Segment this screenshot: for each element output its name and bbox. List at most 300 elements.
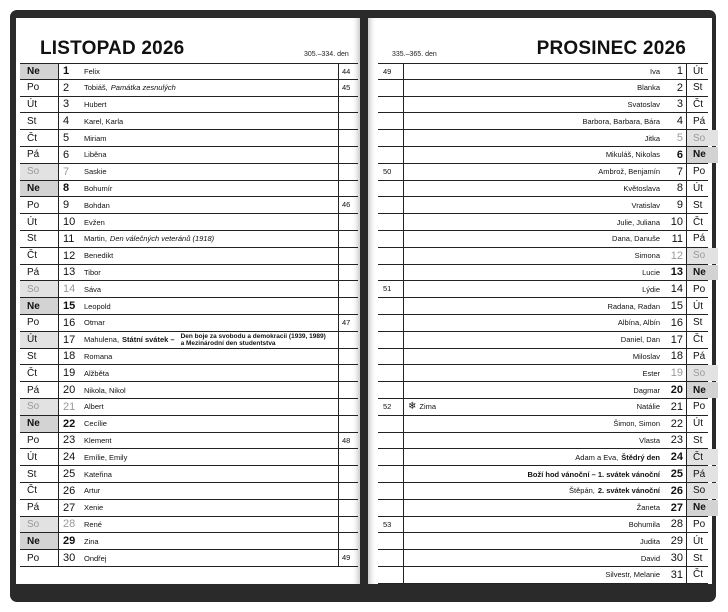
day-row (378, 147, 708, 164)
day-number: 12 (670, 249, 683, 262)
nameday-text (84, 80, 350, 96)
nameday-text (84, 231, 350, 247)
season-marker (408, 401, 436, 412)
week-number (378, 214, 404, 230)
week-number (378, 231, 404, 247)
week-number (378, 533, 404, 549)
nameday-text (404, 265, 666, 281)
week-number (338, 365, 358, 381)
week-number (338, 466, 358, 482)
name-text: Iva (649, 66, 660, 76)
name-text: Albína, Albín (617, 318, 660, 328)
name-text: Jitka (644, 133, 660, 143)
day-number: 4 (63, 115, 70, 128)
name-text: Benedikt (84, 251, 114, 261)
week-number (378, 113, 404, 129)
snowflake-icon: ❄ (408, 401, 417, 413)
week-number (378, 181, 404, 197)
weekday-label: Út (686, 64, 718, 79)
weekday-label: Ne (686, 500, 718, 516)
week-number (378, 483, 404, 499)
day-row (378, 433, 708, 450)
day-row (378, 533, 708, 550)
name-text: Daniel, Dan (620, 335, 660, 345)
day-row (20, 349, 358, 366)
day-number: 22 (63, 417, 76, 430)
nameday-text (404, 97, 666, 113)
name-text: Natálie (636, 402, 660, 412)
day-row (378, 80, 708, 97)
week-number (338, 298, 358, 314)
weekday-label: Út (686, 416, 718, 432)
day-row (378, 550, 708, 567)
name-text: Julie, Juliana (616, 217, 660, 227)
week-number (378, 416, 404, 432)
weekday-label: Ne (20, 533, 59, 549)
nameday-text (84, 483, 350, 499)
day-row (378, 197, 708, 214)
name-text: Lýdie (642, 284, 660, 294)
name-text: Kateřina (84, 469, 112, 479)
weekday-label: Pá (686, 113, 718, 129)
name-text: Klement (84, 435, 112, 445)
weekday-label: Po (20, 433, 59, 449)
nameday-text (404, 147, 666, 163)
name-text: Alžběta (84, 368, 110, 378)
name-text: Simona (634, 251, 660, 261)
nameday-text (404, 567, 666, 583)
nameday-text (404, 332, 666, 348)
name-text: Bohdan (84, 200, 110, 210)
week-number (338, 248, 358, 264)
day-row (20, 231, 358, 248)
month-title: PROSINEC 2026 (536, 38, 686, 59)
week-number: 53 (378, 517, 404, 533)
name-text: David (640, 553, 660, 563)
week-number (338, 483, 358, 499)
day-row (20, 517, 358, 534)
day-row (378, 181, 708, 198)
day-number: 21 (670, 400, 683, 413)
weekday-label: Čt (20, 248, 59, 264)
name-text: Artur (84, 486, 101, 496)
day-number: 24 (63, 451, 76, 464)
week-number (378, 433, 404, 449)
weekday-label: Ne (20, 64, 59, 79)
day-row (20, 214, 358, 231)
weekday-label: Pá (686, 349, 718, 365)
nameday-text (404, 399, 666, 415)
nameday-text (404, 466, 666, 482)
name-text: Leopold (84, 301, 111, 311)
day-number: 15 (63, 300, 76, 313)
day-number: 26 (670, 484, 683, 497)
observance-text: Den válečných veteránů (1918) (109, 234, 215, 244)
weekday-label: St (686, 315, 718, 331)
holiday-text: Štědrý den (621, 452, 660, 462)
weekday-label: Ne (20, 416, 59, 432)
day-row (378, 265, 708, 282)
name-text: Šimon, Simon (613, 419, 660, 429)
day-row (378, 231, 708, 248)
weekday-label: Čt (686, 97, 718, 113)
weekday-label: Ne (686, 147, 718, 163)
day-row (20, 365, 358, 382)
weekday-label: Po (20, 550, 59, 566)
weekday-label: Út (20, 214, 59, 230)
nameday-text (84, 214, 350, 230)
week-number (378, 466, 404, 482)
day-number: 7 (63, 165, 70, 178)
name-text: Dagmar (633, 385, 660, 395)
day-row (20, 63, 358, 80)
weekday-label: Po (686, 399, 718, 415)
week-number (378, 298, 404, 314)
weekday-label: Út (20, 449, 59, 465)
nameday-text (84, 416, 350, 432)
name-text: Albert (84, 402, 104, 412)
week-number (338, 500, 358, 516)
name-text: Hubert (84, 99, 107, 109)
day-number: 5 (63, 132, 70, 145)
nameday-text (404, 500, 666, 516)
week-number: 45 (338, 80, 358, 96)
name-text: Ambrož, Benjamín (598, 167, 660, 177)
nameday-text (84, 265, 350, 281)
day-row (20, 500, 358, 517)
week-number (338, 416, 358, 432)
day-range: 305.–334. den (304, 51, 349, 58)
day-number: 9 (676, 199, 683, 212)
day-row (20, 130, 358, 147)
weekday-label: Po (686, 164, 718, 180)
name-text: Ester (642, 368, 660, 378)
day-row (378, 449, 708, 466)
name-text: Mahulena, (84, 335, 120, 345)
weekday-label: Po (20, 315, 59, 331)
day-number: 28 (670, 518, 683, 531)
nameday-text (84, 533, 350, 549)
name-text: Svatoslav (627, 99, 660, 109)
holiday-text: Boží hod vánoční – 1. svátek vánoční (527, 469, 660, 479)
weekday-label: Ne (20, 181, 59, 197)
nameday-text (84, 382, 350, 398)
week-number (338, 147, 358, 163)
day-number: 22 (670, 417, 683, 430)
week-number (338, 181, 358, 197)
weekday-label: Út (686, 298, 718, 314)
day-grid (20, 63, 358, 567)
week-number (338, 130, 358, 146)
week-number (338, 97, 358, 113)
day-row (20, 449, 358, 466)
weekday-label: St (20, 466, 59, 482)
day-number: 24 (670, 451, 683, 464)
day-number: 8 (63, 182, 70, 195)
day-row (378, 382, 708, 399)
day-row (378, 500, 708, 517)
nameday-text (404, 365, 666, 381)
week-number: 47 (338, 315, 358, 331)
weekday-label: Ne (686, 382, 718, 398)
day-number: 16 (670, 316, 683, 329)
weekday-label: So (686, 365, 718, 381)
week-number (378, 500, 404, 516)
nameday-text (84, 164, 350, 180)
week-number (338, 533, 358, 549)
nameday-text (404, 64, 666, 79)
weekday-label: St (686, 80, 718, 96)
weekday-label: Čt (20, 365, 59, 381)
nameday-text (84, 281, 350, 297)
day-number: 26 (63, 484, 76, 497)
nameday-text (404, 416, 666, 432)
weekday-label: Po (686, 517, 718, 533)
name-text: Sáva (84, 284, 102, 294)
day-number: 13 (63, 266, 76, 279)
weekday-label: Ne (20, 298, 59, 314)
day-number: 6 (676, 148, 683, 161)
weekday-label: Út (686, 533, 718, 549)
name-text: Felix (84, 66, 100, 76)
week-number: 48 (338, 433, 358, 449)
name-text: Romana (84, 351, 113, 361)
day-row (378, 517, 708, 534)
week-number (338, 113, 358, 129)
day-row (20, 433, 358, 450)
day-row (378, 365, 708, 382)
day-row (20, 248, 358, 265)
day-number: 31 (670, 568, 683, 581)
weekday-label: St (686, 433, 718, 449)
nameday-text (404, 248, 666, 264)
nameday-text (84, 298, 350, 314)
name-text: Nikola, Nikol (84, 385, 126, 395)
name-text: Žaneta (636, 503, 660, 513)
nameday-text (404, 130, 666, 146)
nameday-text (404, 433, 666, 449)
day-row (20, 382, 358, 399)
week-number: 46 (338, 197, 358, 213)
day-number: 2 (676, 81, 683, 94)
day-row (378, 63, 708, 80)
nameday-text (404, 533, 666, 549)
name-text: Bohumila (628, 519, 660, 529)
day-number: 25 (670, 468, 683, 481)
day-number: 9 (63, 199, 70, 212)
name-text: Liběna (84, 150, 107, 160)
holiday-text: Státní svátek – (122, 335, 175, 345)
name-text: Bohumír (84, 183, 113, 193)
week-number (378, 382, 404, 398)
name-text: Blanka (637, 83, 660, 93)
day-row (20, 80, 358, 97)
name-text: René (84, 519, 102, 529)
nameday-text (404, 80, 666, 96)
day-row (20, 416, 358, 433)
week-number: 51 (378, 281, 404, 297)
day-number: 28 (63, 518, 76, 531)
nameday-text (404, 517, 666, 533)
week-number: 49 (378, 64, 404, 79)
name-text: Adam a Eva, (575, 452, 619, 462)
page-november (16, 18, 360, 584)
day-row (378, 97, 708, 114)
week-number (378, 315, 404, 331)
name-text: Květoslava (623, 183, 660, 193)
day-row (378, 315, 708, 332)
day-row (378, 483, 708, 500)
weekday-label: Út (686, 181, 718, 197)
nameday-text (84, 248, 350, 264)
week-number (378, 80, 404, 96)
weekday-label: Pá (686, 466, 718, 482)
nameday-text (84, 181, 350, 197)
weekday-label: Pá (20, 265, 59, 281)
name-text: Silvestr, Melanie (605, 570, 660, 580)
name-text: Dana, Danuše (612, 234, 660, 244)
week-number (378, 265, 404, 281)
nameday-text (84, 64, 350, 79)
day-number: 3 (63, 98, 70, 111)
day-row (378, 416, 708, 433)
day-grid (378, 63, 708, 584)
day-row (20, 332, 358, 349)
week-number (338, 399, 358, 415)
weekday-label: Čt (20, 130, 59, 146)
day-number: 15 (670, 300, 683, 313)
week-number (378, 332, 404, 348)
week-number (338, 214, 358, 230)
nameday-text (404, 113, 666, 129)
week-number (378, 130, 404, 146)
weekday-label: St (686, 550, 718, 566)
weekday-label: So (20, 164, 59, 180)
day-number: 25 (63, 468, 76, 481)
day-number: 20 (670, 384, 683, 397)
nameday-text (84, 365, 350, 381)
season-label: Zima (419, 402, 437, 412)
nameday-text (84, 130, 350, 146)
day-number: 30 (63, 552, 76, 564)
nameday-text (404, 281, 666, 297)
month-title: LISTOPAD 2026 (40, 38, 185, 59)
nameday-text (84, 399, 350, 415)
weekday-label: Pá (686, 231, 718, 247)
weekday-label: So (20, 517, 59, 533)
week-number: 52 (378, 399, 404, 415)
name-text: Štěpán, (569, 486, 595, 496)
week-number (378, 97, 404, 113)
day-number: 1 (63, 65, 70, 78)
nameday-text (404, 349, 666, 365)
day-number: 18 (63, 350, 76, 363)
planner-spread (10, 10, 716, 602)
day-number: 30 (670, 552, 683, 564)
day-number: 1 (676, 65, 683, 78)
day-number: 23 (63, 434, 76, 447)
name-text: Judita (639, 536, 660, 546)
nameday-text (84, 315, 350, 331)
day-row (20, 113, 358, 130)
weekday-label: St (686, 197, 718, 213)
nameday-text (84, 517, 350, 533)
day-number: 5 (676, 132, 683, 145)
day-number: 17 (63, 333, 76, 346)
name-text: Tobiáš, (84, 83, 108, 93)
day-row (20, 147, 358, 164)
weekday-label: Pá (20, 500, 59, 516)
day-number: 11 (63, 232, 75, 245)
day-row (20, 265, 358, 282)
week-number (378, 349, 404, 365)
weekday-label: So (686, 130, 718, 146)
week-number (338, 382, 358, 398)
weekday-label: St (20, 231, 59, 247)
name-text: Evžen (84, 217, 105, 227)
week-number (378, 550, 404, 566)
day-row (378, 130, 708, 147)
day-row (378, 399, 708, 416)
day-number: 13 (670, 266, 683, 279)
day-row (20, 164, 358, 181)
nameday-text (84, 147, 350, 163)
day-row (20, 550, 358, 567)
day-number: 16 (63, 316, 76, 329)
weekday-label: Čt (686, 567, 718, 583)
holiday-note: Den boje za svobodu a demokracii (1939, 1989) a Mezinárodní den studentstva (180, 332, 326, 347)
nameday-text (84, 466, 350, 482)
nameday-text (404, 315, 666, 331)
week-number (378, 147, 404, 163)
week-number (338, 231, 358, 247)
weekday-label: Čt (686, 449, 718, 465)
day-number: 14 (670, 283, 683, 296)
day-row (20, 483, 358, 500)
name-text: Vratislav (631, 200, 660, 210)
day-row (378, 113, 708, 130)
name-text: Karel, Karla (84, 116, 124, 126)
day-number: 20 (63, 384, 76, 397)
day-number: 4 (676, 115, 683, 128)
name-text: Barbora, Barbara, Bára (582, 116, 660, 126)
day-row (378, 214, 708, 231)
name-text: Martin, (84, 234, 107, 244)
day-row (378, 281, 708, 298)
day-range: 335.–365. den (392, 51, 437, 58)
week-number: 44 (338, 64, 358, 79)
weekday-label: Po (686, 281, 718, 297)
day-number: 27 (63, 501, 76, 514)
day-row (378, 248, 708, 265)
name-text: Xenie (84, 503, 104, 513)
week-number (338, 281, 358, 297)
nameday-text (404, 449, 666, 465)
nameday-text (404, 550, 666, 566)
weekday-label: Út (20, 332, 59, 348)
day-number: 12 (63, 249, 76, 262)
nameday-text (404, 382, 666, 398)
day-number: 19 (63, 367, 76, 380)
day-row (20, 281, 358, 298)
weekday-label: So (686, 248, 718, 264)
weekday-label: So (20, 281, 59, 297)
nameday-text (84, 113, 350, 129)
week-number (338, 449, 358, 465)
nameday-text (404, 181, 666, 197)
week-number (338, 164, 358, 180)
day-number: 6 (63, 148, 70, 161)
